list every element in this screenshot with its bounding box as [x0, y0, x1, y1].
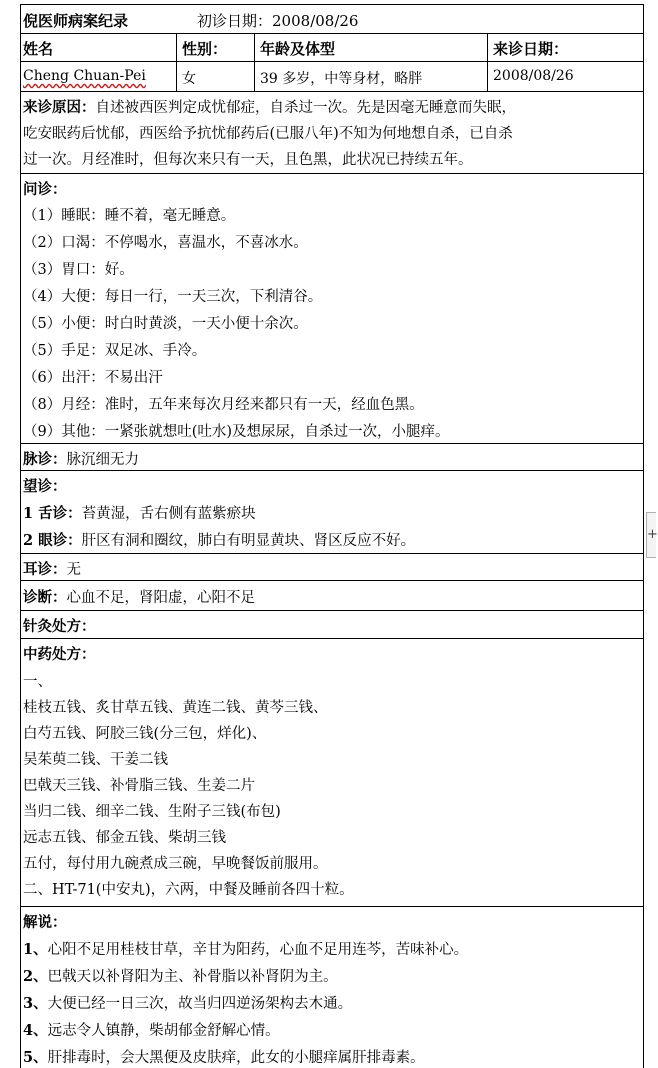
observation-section: [21, 471, 643, 554]
reason-label: 来诊原因：: [23, 99, 96, 116]
patient-name: Cheng Chuan-Pei: [23, 68, 146, 84]
tongue-line: [23, 502, 256, 523]
herbal-line: 白芍五钱、阿胶三钱(分三包，烊化)、: [23, 726, 267, 742]
explanation-item: [23, 992, 352, 1013]
explanation-item: [23, 965, 338, 986]
explanation-num: 5、: [23, 1049, 48, 1066]
explanation-item: [23, 938, 468, 959]
explanation-label: 解说：: [23, 914, 67, 931]
inquiry-item: （5）手足：双足冰、手冷。: [23, 343, 207, 359]
acupuncture-section: [21, 611, 643, 639]
pulse-line: [23, 448, 139, 469]
first-visit-date: [197, 10, 358, 31]
inquiry-label: 问诊：: [23, 181, 67, 198]
observation-label: 望诊：: [23, 478, 67, 495]
inquiry-item: （6）出汗：不易出汗: [23, 370, 163, 386]
ear-section: [21, 554, 643, 581]
herbal-line: 一、: [23, 674, 52, 690]
ear-text: 无: [66, 562, 81, 578]
eye-text: 肝区有洞和圈纹，肺白有明显黄块、肾区反应不好。: [81, 533, 416, 549]
inquiry-item: （9）其他：一紧张就想吐(吐水)及想尿尿，自杀过一次，小腿痒。: [23, 424, 450, 440]
pulse-label: 脉诊：: [23, 451, 67, 468]
reason-text-1: 自述被西医判定成忧郁症，自杀过一次。先是因毫无睡意而失眠，: [95, 100, 516, 116]
medical-record-sheet: [20, 4, 644, 1068]
reason-line-1: [23, 96, 516, 117]
patient-visit-date: 2008/08/26: [487, 62, 643, 91]
eye-label: 2 眼诊：: [23, 532, 82, 549]
tongue-label: 1 舌诊：: [23, 505, 82, 522]
herbal-line: 远志五钱、郁金五钱、柴胡三钱: [23, 830, 226, 846]
herbal-line: 巴戟天三钱、补骨脂三钱、生姜二片: [23, 778, 255, 794]
explanation-item: [23, 1019, 280, 1040]
header-gender: 性别：: [176, 34, 254, 61]
explanation-num: 2、: [23, 968, 48, 985]
patient-age-build: 39 多岁，中等身材，略胖: [254, 62, 487, 91]
record-title: 倪医师病案纪录: [23, 12, 129, 30]
diagnosis-line: [23, 586, 255, 607]
first-visit-value: 2008/08/26: [272, 12, 359, 30]
inquiry-item: （5）小便：时白时黄淡，一天小便十余次。: [23, 316, 308, 332]
herbal-section: [21, 639, 643, 907]
herbal-label: 中药处方：: [23, 646, 96, 663]
explanation-num: 3、: [23, 995, 48, 1012]
side-expand-handle[interactable]: [646, 512, 656, 558]
header-age-build: 年龄及体型: [254, 34, 487, 61]
explanation-item: [23, 1046, 425, 1067]
inquiry-item: （1）睡眠：睡不着，毫无睡意。: [23, 208, 236, 224]
inquiry-section: [21, 174, 643, 444]
herbal-line: 吴茱萸二钱、干姜二钱: [23, 752, 168, 768]
inquiry-item: （3）胃口：好。: [23, 262, 134, 278]
explanation-num: 4、: [23, 1022, 48, 1039]
table-header-row: [21, 34, 643, 62]
inquiry-item: （2）口渴：不停喝水，喜温水，不喜冰水。: [23, 235, 308, 251]
explanation-text: 远志令人镇静，柴胡郁金舒解心情。: [47, 1023, 280, 1039]
title-row: [21, 4, 643, 34]
eye-line: [23, 529, 415, 550]
visit-reason-section: [21, 92, 643, 174]
diagnosis-label: 诊断：: [23, 589, 67, 606]
patient-info-row: [21, 62, 643, 92]
pulse-text: 脉沉细无力: [66, 452, 139, 468]
header-name: 姓名: [23, 40, 54, 58]
explanation-text: 大便已经一日三次，故当归四逆汤架构去木通。: [47, 996, 353, 1012]
explanation-num: 1、: [23, 941, 48, 958]
tongue-text: 苔黄湿，舌右侧有蓝紫瘀块: [81, 506, 256, 522]
explanation-section: [21, 907, 643, 1068]
header-visit-date: 来诊日期：: [487, 34, 643, 61]
ear-label: 耳诊：: [23, 561, 67, 578]
inquiry-item: （8）月经：准时，五年来每次月经来都只有一天，经血色黑。: [23, 397, 424, 413]
ear-line: [23, 558, 81, 579]
first-visit-label: 初诊日期：: [197, 12, 273, 30]
diagnosis-section: [21, 581, 643, 611]
explanation-text: 肝排毒时，会大黑便及皮肤痒，此女的小腿痒属肝排毒素。: [47, 1050, 425, 1066]
explanation-text: 心阳不足用桂枝甘草，辛甘为阳药，心血不足用连芩，苦味补心。: [47, 942, 469, 958]
herbal-line: 当归二钱、细辛二钱、生附子三钱(布包): [23, 804, 281, 820]
patient-name-cell: [21, 62, 176, 91]
reason-line-3: 过一次。月经准时，但每次来只有一天，且色黑，此状况已持续五年。: [23, 152, 473, 168]
reason-line-2: 吃安眠药后忧郁，西医给予抗忧郁药后(已服八年)不知为何地想自杀，已自杀: [23, 126, 513, 142]
patient-gender: 女: [176, 62, 254, 91]
inquiry-item: （4）大便：每日一行，一天三次，下利清谷。: [23, 289, 323, 305]
acupuncture-label: 针灸处方：: [23, 618, 96, 635]
herbal-line: 桂枝五钱、炙甘草五钱、黄连二钱、黄芩三钱、: [23, 700, 328, 716]
herbal-line: 二、HT-71(中安丸)，六两，中餐及睡前各四十粒。: [23, 882, 354, 898]
plus-icon: +: [647, 527, 658, 542]
diagnosis-text: 心血不足，肾阳虚，心阳不足: [66, 590, 255, 606]
explanation-text: 巴戟天以补肾阳为主、补骨脂以补肾阴为主。: [47, 969, 338, 985]
pulse-section: [21, 444, 643, 471]
herbal-line: 五付，每付用九碗煮成三碗，早晚餐饭前服用。: [23, 856, 328, 872]
